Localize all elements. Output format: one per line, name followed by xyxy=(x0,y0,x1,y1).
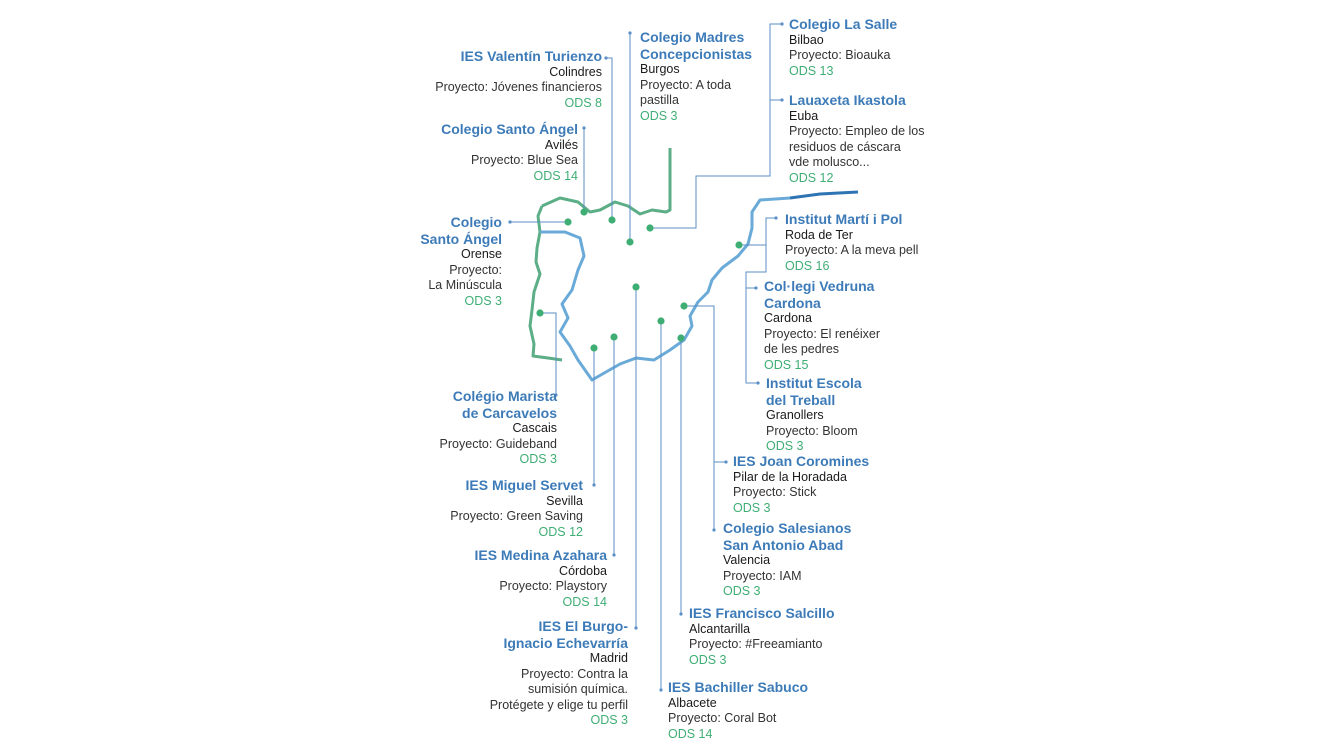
school-ods: ODS 3 xyxy=(640,108,678,123)
marker-escola-treball xyxy=(756,381,759,384)
dot-francisco-salcillo xyxy=(677,334,684,341)
school-project: Proyecto: A la meva pell xyxy=(785,243,919,257)
label-salesianos xyxy=(723,520,851,600)
label-medina-azahara xyxy=(474,547,607,610)
label-el-burgo xyxy=(490,618,628,729)
spain-border xyxy=(540,198,790,380)
school-ods: ODS 3 xyxy=(733,500,771,515)
school-name: Col·legi Vedruna Cardona xyxy=(764,278,875,311)
school-ods: ODS 13 xyxy=(789,63,834,78)
school-ods: ODS 3 xyxy=(519,452,557,466)
school-ods: ODS 15 xyxy=(764,357,809,372)
label-francisco-salcillo xyxy=(689,605,835,668)
coast-ne xyxy=(790,192,858,198)
school-ods: ODS 3 xyxy=(766,439,804,453)
school-city: Orense xyxy=(461,247,502,261)
marker-vedruna xyxy=(754,286,757,289)
school-project: Proyecto: Stick xyxy=(733,485,817,499)
marker-lauaxeta xyxy=(780,98,783,101)
school-ods: ODS 3 xyxy=(723,584,761,598)
school-name: Institut Martí i Pol xyxy=(785,211,903,227)
marker-miguel-servet xyxy=(592,483,595,486)
school-name: IES Valentín Turienzo xyxy=(460,48,602,64)
marker-santo-angel-orense xyxy=(508,220,511,223)
school-project: Proyecto: #Freeamianto xyxy=(689,637,823,651)
school-city: Albacete xyxy=(668,695,717,710)
dot-joan-coromines xyxy=(680,302,687,309)
label-santo-angel-orense xyxy=(420,214,502,309)
school-project: Proyecto: Bloom xyxy=(766,423,858,438)
school-project: Proyecto: Coral Bot xyxy=(668,711,777,725)
marker-la-salle xyxy=(780,22,783,25)
school-name: Colegio La Salle xyxy=(789,16,898,32)
school-name: Colegio Santo Ángel xyxy=(420,214,502,247)
school-name: IES Medina Azahara xyxy=(474,547,607,563)
school-city: Cascais xyxy=(512,421,557,435)
school-project: Proyecto: Blue Sea xyxy=(470,153,578,167)
school-project: Proyecto: Guideband xyxy=(439,436,557,451)
school-name: IES Bachiller Sabuco xyxy=(668,679,809,695)
school-name: Colegio Madres Concepcionistas xyxy=(640,29,753,62)
label-marista-carcavelos xyxy=(440,388,557,468)
leader-escola-treball xyxy=(746,288,758,383)
school-project: Proyecto: IAM xyxy=(723,568,802,583)
label-joan-coromines xyxy=(733,453,869,516)
dot-miguel-servet xyxy=(590,344,597,351)
school-city: Avilés xyxy=(544,137,578,152)
school-ods: ODS 8 xyxy=(564,95,602,110)
dot-santo-angel-aviles xyxy=(580,208,587,215)
dot-santo-angel-orense xyxy=(564,218,571,225)
school-name: Lauaxeta Ikastola xyxy=(789,92,906,108)
school-city: Pilar de la Horadada xyxy=(733,469,847,484)
leader-marti-i-pol xyxy=(739,218,776,245)
school-ods: ODS 12 xyxy=(789,170,834,185)
label-vedruna xyxy=(764,278,880,373)
school-name: IES Miguel Servet xyxy=(465,477,583,493)
school-city: Colindres xyxy=(549,64,602,79)
school-ods: ODS 3 xyxy=(590,713,628,727)
school-project: Proyecto: Playstory xyxy=(499,579,607,593)
dot-marista-carcavelos xyxy=(536,309,543,316)
marker-el-burgo xyxy=(634,626,637,629)
school-name: Colegio Santo Ángel xyxy=(441,121,578,137)
school-project: Proyecto: Empleo de los residuos de cáscara vde molusco... xyxy=(789,124,925,169)
school-name: Colégio Marista de Carcavelos xyxy=(452,388,557,421)
school-name: IES Francisco Salcillo xyxy=(689,605,835,621)
dot-catalonia xyxy=(735,241,742,248)
label-escola-treball xyxy=(766,375,862,455)
school-city: Córdoba xyxy=(559,563,607,578)
school-name: Institut Escola del Treball xyxy=(766,375,862,408)
marker-madres-concepcionistas xyxy=(628,31,631,34)
school-ods: ODS 14 xyxy=(562,594,607,609)
school-project: Proyecto: Jóvenes financieros xyxy=(435,80,602,94)
school-name: IES Joan Coromines xyxy=(733,453,870,469)
marker-marti-i-pol xyxy=(774,216,777,219)
school-city: Euba xyxy=(789,108,819,123)
marker-medina-azahara xyxy=(612,553,615,556)
label-madres-concepcionistas xyxy=(640,29,752,124)
school-city: Valencia xyxy=(723,553,771,567)
marker-salesianos xyxy=(712,528,715,531)
label-la-salle xyxy=(789,16,897,79)
dot-bilbao-euba xyxy=(646,224,653,231)
dot-bachiller-sabuco xyxy=(657,317,664,324)
school-city: Burgos xyxy=(640,62,680,76)
school-ods: ODS 3 xyxy=(689,652,727,667)
school-ods: ODS 14 xyxy=(668,726,713,741)
dot-valentin-turienzo xyxy=(608,216,615,223)
school-city: Bilbao xyxy=(789,32,824,47)
school-project: Proyecto: Green Saving xyxy=(450,509,583,523)
school-ods: ODS 12 xyxy=(538,524,583,539)
school-project: Proyecto: A toda pastilla xyxy=(640,77,732,107)
dot-medina-azahara xyxy=(610,333,617,340)
school-project: Proyecto: La Minúscula xyxy=(428,262,502,292)
school-ods: ODS 14 xyxy=(533,168,578,183)
marker-valentin-turienzo xyxy=(604,56,607,59)
label-lauaxeta xyxy=(789,92,925,186)
school-name: Colegio Salesianos San Antonio Abad xyxy=(723,520,852,553)
school-city: Cardona xyxy=(764,311,812,325)
school-ods: ODS 3 xyxy=(464,293,502,308)
school-city: Madrid xyxy=(589,651,628,665)
school-name: IES El Burgo- Ignacio Echevarría xyxy=(503,618,628,651)
marker-santo-angel-aviles xyxy=(582,126,585,129)
label-miguel-servet xyxy=(450,477,583,540)
marker-joan-coromines xyxy=(724,460,727,463)
school-ods: ODS 16 xyxy=(785,258,830,273)
leader-vedruna xyxy=(746,245,766,288)
label-santo-angel-aviles xyxy=(441,121,578,184)
marker-bachiller-sabuco xyxy=(659,688,662,691)
dot-madres-concepcionistas xyxy=(626,238,633,245)
school-project: Proyecto: Contra la sumisión química. Protégete y elige tu perfil xyxy=(489,666,628,712)
school-city: Roda de Ter xyxy=(785,227,853,242)
school-city: Alcantarilla xyxy=(689,621,751,636)
leader-valentin-turienzo xyxy=(606,58,612,220)
label-valentin-turienzo xyxy=(435,48,602,111)
leader-marista-carcavelos xyxy=(540,313,556,395)
dot-el-burgo xyxy=(632,283,639,290)
label-bachiller-sabuco xyxy=(668,679,808,742)
school-city: Granollers xyxy=(766,408,824,422)
school-project: Proyecto: El renéixer de les pedres xyxy=(764,326,881,356)
marker-francisco-salcillo xyxy=(679,612,682,615)
label-marti-i-pol xyxy=(785,211,918,274)
school-city: Sevilla xyxy=(546,493,583,508)
school-project: Proyecto: Bioauka xyxy=(789,48,891,62)
